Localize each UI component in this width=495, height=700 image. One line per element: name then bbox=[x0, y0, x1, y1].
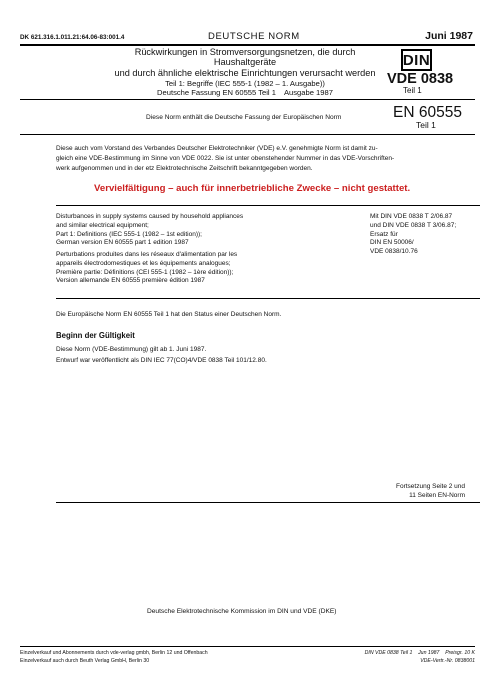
continuation-rule bbox=[56, 502, 480, 503]
intro-text: Diese auch vom Vorstand des Verbandes Deutscher Elektrotechniker (VDE) e.V. genehmigte Norm ist damit zu- gleich eine VDE-Bestimmung im Sinne von VDE 0022. Sie ist unter obenstehender Nummer in das VDE-Vorschriften- werk aufgenommen und in der etz Elektrotechnische Zeitschrift bekanntgegeben worden. bbox=[56, 145, 395, 173]
continuation-note: Fortsetzung Seite 2 und 11 Seiten EN-Norm bbox=[395, 483, 465, 499]
titles-rule bbox=[56, 298, 480, 299]
status-note: Die Europäische Norm EN 60555 Teil 1 hat den Status einer Deutschen Norm. bbox=[56, 311, 282, 318]
commission-line: Deutsche Elektrotechnische Kommission im DIN und VDE (DKE) bbox=[147, 608, 337, 615]
copy-warning: Vervielfältigung – auch für innerbetriebliche Zwecke – nicht gestattet. bbox=[94, 183, 411, 194]
footer-right-line-2: VDE-Vertr.-Nr. 0838001 bbox=[420, 658, 475, 664]
en-note: Diese Norm enthält die Deutsche Fassung der Europäischen Norm bbox=[146, 114, 342, 121]
validity-line-1: Diese Norm (VDE-Bestimmung) gilt ab 1. Juni 1987. bbox=[56, 346, 207, 353]
footer-left-line-1: Einzelverkauf und Abonnements durch vde-verlag gmbh, Berlin 12 und Offenbach bbox=[20, 650, 208, 656]
footer-right-line-1: DIN VDE 0838 Teil 1 Jun 1987 Preisgr. 10 K bbox=[364, 650, 475, 656]
title-line-1: Rückwirkungen in Stromversorgungsnetzen, die durch Haushaltgeräte bbox=[134, 47, 356, 68]
publication-date: Juni 1987 bbox=[425, 30, 473, 42]
header-rule bbox=[20, 44, 475, 46]
title-line-2: und durch ähnliche elektrische Einrichtungen verursacht werden bbox=[114, 67, 376, 78]
title-block bbox=[112, 47, 378, 97]
en-rule bbox=[20, 134, 475, 135]
title-rule bbox=[20, 99, 475, 100]
en-part: Teil 1 bbox=[416, 120, 436, 130]
warning-rule bbox=[56, 205, 480, 206]
footer-left-line-2: Einzelverkauf auch durch Beuth Verlag GmbH, Berlin 30 bbox=[20, 658, 150, 664]
french-title: Perturbations produites dans les réseaux d'alimentation par les appareils électrodomestiques et les équipements analogues; Première partie: Définitions (CEI 555-1 (1982 – 1ère édition)); Version allemande EN 60555 première édition 1987 bbox=[56, 251, 238, 285]
din-logo: DIN bbox=[401, 49, 432, 71]
norm-type-label: DEUTSCHE NORM bbox=[208, 31, 300, 42]
dk-classification-code: DK 621.316.1.011.21:64.06-83:001.4 bbox=[20, 34, 125, 41]
subtitle-line-1: Teil 1: Begriffe (IEC 555-1 (1982 – 1. Ausgabe)) bbox=[165, 78, 325, 88]
en-number: EN 60555 bbox=[393, 104, 462, 121]
english-title: Disturbances in supply systems caused by household appliances and similar electrical equipment; Part 1: Definitions (IEC 555-1 (1982 – 1st edition)); German version EN 60555 part 1 edition 1987 bbox=[56, 213, 244, 247]
vde-number: VDE 0838 bbox=[387, 71, 454, 87]
validity-heading: Beginn der Gültigkeit bbox=[56, 331, 135, 340]
vde-part: Teil 1 bbox=[403, 86, 422, 95]
validity-line-2: Entwurf war veröffentlicht als DIN IEC 77(CO)4/VDE 0838 Teil 101/12.80. bbox=[56, 357, 267, 364]
subtitle-line-2: Deutsche Fassung EN 60555 Teil 1 Ausgabe 1987 bbox=[157, 87, 333, 97]
footer-rule bbox=[20, 646, 475, 647]
replacement-note: Mit DIN VDE 0838 T 2/06.87 und DIN VDE 0838 T 3/06.87; Ersatz für DIN EN 50006/ VDE 0838/10.76 bbox=[370, 213, 457, 256]
